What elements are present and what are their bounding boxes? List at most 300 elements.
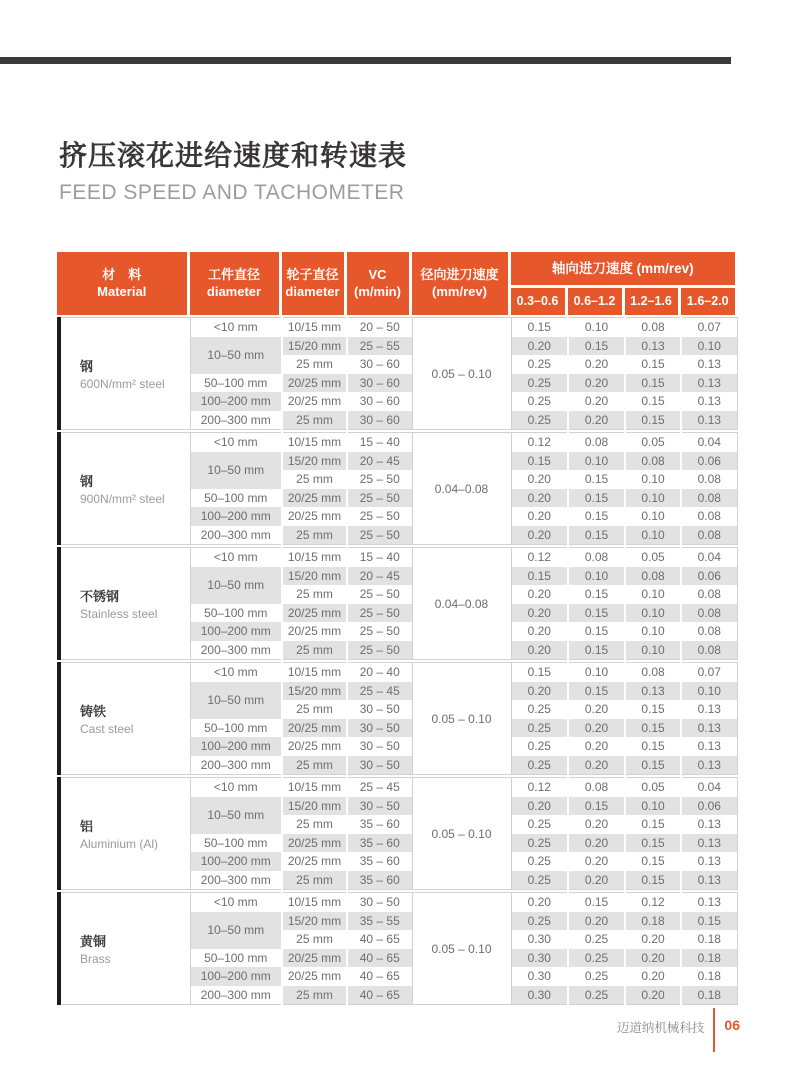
table-row <box>59 433 737 452</box>
axial-feed-cell: 0.04 <box>681 433 737 452</box>
axial-feed-cell: 0.20 <box>511 622 568 641</box>
wheel-cell: 15/20 mm <box>282 337 347 356</box>
axial-feed-cell: 0.06 <box>681 452 737 471</box>
axial-feed-cell: 0.25 <box>568 930 625 949</box>
vc-cell: 20 – 45 <box>347 452 412 471</box>
axial-feed-cell: 0.15 <box>625 700 681 719</box>
material-name-cn: 不锈钢 <box>80 589 120 604</box>
workpiece-cell: 200–300 mm <box>190 641 282 660</box>
wheel-cell: 20/25 mm <box>282 949 347 968</box>
radial-feed-cell: 0.04–0.08 <box>412 433 511 545</box>
axial-feed-cell: 0.15 <box>568 797 625 816</box>
wheel-cell: 25 mm <box>282 355 347 374</box>
axial-feed-cell: 0.06 <box>681 567 737 586</box>
axial-feed-cell: 0.20 <box>511 585 568 604</box>
material-name-cn: 铸铁 <box>80 704 107 719</box>
axial-feed-cell: 0.15 <box>568 585 625 604</box>
axial-feed-cell: 0.25 <box>511 871 568 890</box>
axial-feed-cell: 0.20 <box>625 949 681 968</box>
axial-feed-cell: 0.08 <box>681 585 737 604</box>
axial-feed-cell: 0.13 <box>681 871 737 890</box>
axial-feed-cell: 0.15 <box>625 815 681 834</box>
header-radial-line2: (mm/rev) <box>432 283 487 299</box>
axial-feed-cell: 0.05 <box>625 548 681 567</box>
workpiece-cell: 200–300 mm <box>190 411 282 430</box>
axial-feed-cell: 0.10 <box>625 797 681 816</box>
axial-feed-cell: 0.15 <box>625 871 681 890</box>
axial-feed-cell: 0.25 <box>511 834 568 853</box>
workpiece-cell: 100–200 mm <box>190 622 282 641</box>
axial-feed-cell: 0.13 <box>625 337 681 356</box>
wheel-cell: 20/25 mm <box>282 737 347 756</box>
axial-feed-cell: 0.15 <box>625 411 681 430</box>
axial-feed-cell: 0.12 <box>511 548 568 567</box>
axial-feed-cell: 0.20 <box>568 756 625 775</box>
wheel-cell: 25 mm <box>282 871 347 890</box>
axial-feed-cell: 0.08 <box>681 641 737 660</box>
workpiece-cell: 10–50 mm <box>190 337 282 374</box>
header-material-cn: 材 料 <box>102 266 142 282</box>
axial-feed-cell: 0.25 <box>511 411 568 430</box>
axial-feed-cell: 0.15 <box>568 893 625 912</box>
material-cell <box>59 433 190 545</box>
wheel-cell: 25 mm <box>282 641 347 660</box>
wheel-cell: 10/15 mm <box>282 433 347 452</box>
workpiece-cell: 100–200 mm <box>190 507 282 526</box>
vc-cell: 25 – 55 <box>347 337 412 356</box>
vc-cell: 30 – 60 <box>347 411 412 430</box>
axial-feed-cell: 0.05 <box>625 433 681 452</box>
header-workpiece-cn: 工件直径 <box>207 266 260 282</box>
vc-cell: 25 – 45 <box>347 682 412 701</box>
vc-cell: 25 – 45 <box>359 780 400 795</box>
workpiece-cell: <10 mm <box>190 318 282 337</box>
axial-feed-cell: 0.25 <box>511 700 568 719</box>
vc-cell: 25 – 50 <box>359 624 400 639</box>
axial-feed-cell: 0.30 <box>511 986 568 1005</box>
axial-feed-cell: 0.10 <box>625 470 681 489</box>
axial-feed-cell: 0.15 <box>511 567 568 586</box>
axial-feed-cell: 0.15 <box>568 622 625 641</box>
axial-feed-cell: 0.08 <box>568 433 625 452</box>
header-axial-feed-group: 轴向进刀速度 (mm/rev) <box>509 252 735 287</box>
feed-speed-table <box>57 252 735 1005</box>
material-name-cn: 黄铜 <box>80 934 107 949</box>
axial-feed-cell: 0.15 <box>625 834 681 853</box>
material-block-1 <box>57 317 738 430</box>
axial-feed-cell: 0.13 <box>681 737 737 756</box>
axial-feed-cell: 0.13 <box>681 700 737 719</box>
wheel-cell: 15/20 mm <box>282 682 347 701</box>
wheel-cell: 25 mm <box>282 585 347 604</box>
wheel-cell: 20/25 mm <box>282 719 347 738</box>
vc-cell: 30 – 60 <box>359 357 400 372</box>
table-row <box>59 318 737 337</box>
vc-cell: 40 – 65 <box>347 949 412 968</box>
axial-feed-cell: 0.10 <box>568 452 625 471</box>
axial-feed-cell: 0.20 <box>568 852 625 871</box>
vc-cell: 15 – 40 <box>359 550 400 565</box>
axial-feed-cell: 0.13 <box>681 756 737 775</box>
vc-cell: 30 – 50 <box>359 739 400 754</box>
axial-feed-cell: 0.12 <box>511 778 568 797</box>
axial-feed-cell: 0.15 <box>568 682 625 701</box>
wheel-cell: 20/25 mm <box>282 852 347 871</box>
axial-feed-cell: 0.20 <box>568 834 625 853</box>
material-name-cn: 钢 <box>80 359 94 374</box>
axial-feed-cell: 0.20 <box>568 719 625 738</box>
wheel-cell: 10/15 mm <box>282 893 347 912</box>
axial-feed-cell: 0.08 <box>625 452 681 471</box>
material-block-6 <box>57 892 738 1005</box>
table-header <box>57 252 735 315</box>
axial-feed-cell: 0.25 <box>511 912 568 931</box>
axial-feed-cell: 0.06 <box>681 797 737 816</box>
axial-feed-cell: 0.13 <box>681 411 737 430</box>
axial-feed-cell: 0.20 <box>511 641 568 660</box>
wheel-cell: 25 mm <box>282 470 347 489</box>
axial-feed-cell: 0.10 <box>681 337 737 356</box>
workpiece-cell: 10–50 mm <box>190 682 282 719</box>
workpiece-cell: <10 mm <box>190 663 282 682</box>
axial-feed-cell: 0.13 <box>681 374 737 393</box>
radial-feed-cell: 0.05 – 0.10 <box>412 893 511 1005</box>
workpiece-cell: 100–200 mm <box>190 392 282 411</box>
page-header <box>59 134 407 205</box>
axial-feed-cell: 0.15 <box>511 318 568 337</box>
wheel-cell: 20/25 mm <box>282 507 347 526</box>
axial-feed-cell: 0.15 <box>568 604 625 623</box>
axial-feed-cell: 0.08 <box>681 489 737 508</box>
axial-feed-cell: 0.20 <box>568 355 625 374</box>
axial-feed-cell: 0.13 <box>681 355 737 374</box>
workpiece-cell: 50–100 mm <box>190 489 282 508</box>
footer-company: 迈道纳机械科技 <box>616 1021 705 1035</box>
axial-feed-cell: 0.20 <box>625 986 681 1005</box>
axial-feed-cell: 0.15 <box>681 912 737 931</box>
axial-feed-cell: 0.20 <box>568 374 625 393</box>
workpiece-cell: <10 mm <box>190 433 282 452</box>
header-vc-line2: (m/min) <box>354 283 401 299</box>
axial-feed-cell: 0.15 <box>625 719 681 738</box>
axial-feed-cell: 0.08 <box>625 663 681 682</box>
axial-feed-cell: 0.13 <box>681 719 737 738</box>
wheel-cell: 10/15 mm <box>282 663 347 682</box>
material-block-4 <box>57 662 738 775</box>
axial-feed-cell: 0.25 <box>511 852 568 871</box>
top-accent-bar <box>0 57 731 64</box>
axial-feed-cell: 0.20 <box>568 871 625 890</box>
axial-feed-cell: 0.20 <box>568 411 625 430</box>
axial-feed-cell: 0.08 <box>681 470 737 489</box>
workpiece-cell: 200–300 mm <box>190 986 282 1005</box>
workpiece-cell: 50–100 mm <box>190 604 282 623</box>
vc-cell: 30 – 60 <box>347 374 412 393</box>
axial-feed-cell: 0.07 <box>681 318 737 337</box>
axial-feed-cell: 0.10 <box>681 682 737 701</box>
material-name-en: 900N/mm² steel <box>80 492 165 506</box>
table-blocks <box>57 317 735 1005</box>
workpiece-cell: 50–100 mm <box>190 949 282 968</box>
wheel-cell: 25 mm <box>282 411 347 430</box>
vc-cell: 25 – 50 <box>359 587 400 602</box>
wheel-cell: 20/25 mm <box>282 489 347 508</box>
wheel-cell: 25 mm <box>282 930 347 949</box>
vc-cell: 35 – 60 <box>347 834 412 853</box>
axial-feed-cell: 0.18 <box>625 912 681 931</box>
vc-cell: 30 – 60 <box>359 394 400 409</box>
vc-cell: 20 – 50 <box>359 320 400 335</box>
material-name-en: Aluminium (Al) <box>80 837 159 851</box>
wheel-cell: 10/15 mm <box>282 548 347 567</box>
axial-feed-cell: 0.07 <box>681 663 737 682</box>
axial-feed-cell: 0.18 <box>681 986 737 1005</box>
vc-cell: 40 – 65 <box>347 986 412 1005</box>
vc-cell: 30 – 50 <box>347 719 412 738</box>
vc-cell: 30 – 50 <box>359 895 400 910</box>
axial-feed-cell: 0.13 <box>681 852 737 871</box>
wheel-cell: 20/25 mm <box>282 967 347 986</box>
axial-feed-cell: 0.10 <box>568 663 625 682</box>
table-row <box>59 663 737 682</box>
axial-feed-cell: 0.13 <box>681 815 737 834</box>
material-block-2 <box>57 432 738 545</box>
axial-feed-cell: 0.08 <box>681 526 737 545</box>
axial-feed-cell: 0.25 <box>568 986 625 1005</box>
axial-feed-cell: 0.18 <box>681 930 737 949</box>
axial-feed-cell: 0.04 <box>681 548 737 567</box>
axial-feed-cell: 0.08 <box>625 567 681 586</box>
axial-feed-cell: 0.10 <box>568 567 625 586</box>
axial-feed-cell: 0.10 <box>568 318 625 337</box>
wheel-cell: 15/20 mm <box>282 452 347 471</box>
radial-feed-cell: 0.05 – 0.10 <box>412 663 511 775</box>
header-vc <box>345 252 410 315</box>
axial-feed-cell: 0.05 <box>625 778 681 797</box>
vc-cell: 25 – 50 <box>347 604 412 623</box>
header-axial-range-3: 1.2–1.6 <box>623 287 679 316</box>
axial-feed-cell: 0.08 <box>681 622 737 641</box>
page-title-cn: 挤压滚花进给速度和转速表 <box>59 140 408 171</box>
workpiece-cell: 200–300 mm <box>190 756 282 775</box>
axial-feed-cell: 0.13 <box>681 834 737 853</box>
wheel-cell: 20/25 mm <box>282 392 347 411</box>
axial-feed-cell: 0.10 <box>625 585 681 604</box>
axial-feed-cell: 0.15 <box>625 756 681 775</box>
workpiece-cell: 100–200 mm <box>190 852 282 871</box>
header-vc-line1: VC <box>368 266 387 282</box>
axial-feed-cell: 0.13 <box>681 893 737 912</box>
axial-feed-cell: 0.25 <box>511 756 568 775</box>
axial-feed-cell: 0.30 <box>511 949 568 968</box>
workpiece-cell: <10 mm <box>190 778 282 797</box>
axial-feed-cell: 0.15 <box>625 392 681 411</box>
axial-feed-cell: 0.20 <box>511 526 568 545</box>
axial-feed-cell: 0.08 <box>568 548 625 567</box>
material-name-cn: 铝 <box>80 819 94 834</box>
axial-feed-cell: 0.20 <box>568 912 625 931</box>
wheel-cell: 10/15 mm <box>282 318 347 337</box>
axial-feed-cell: 0.20 <box>511 682 568 701</box>
axial-feed-cell: 0.15 <box>511 452 568 471</box>
vc-cell: 25 – 50 <box>347 641 412 660</box>
header-material-en: Material <box>97 283 147 299</box>
material-name-en: Cast steel <box>80 722 134 736</box>
vc-cell: 25 – 50 <box>359 472 400 487</box>
workpiece-cell: 10–50 mm <box>190 567 282 604</box>
workpiece-cell: 10–50 mm <box>190 797 282 834</box>
axial-feed-cell: 0.20 <box>511 507 568 526</box>
wheel-cell: 15/20 mm <box>282 797 347 816</box>
axial-feed-cell: 0.13 <box>625 682 681 701</box>
radial-feed-cell: 0.05 – 0.10 <box>412 318 511 430</box>
axial-feed-cell: 0.20 <box>511 797 568 816</box>
footer <box>617 1008 740 1052</box>
table-row <box>59 548 737 567</box>
wheel-cell: 25 mm <box>282 700 347 719</box>
vc-cell: 15 – 40 <box>359 435 400 450</box>
header-radial-line1: 径向进刀速度 <box>420 266 499 282</box>
workpiece-cell: <10 mm <box>190 548 282 567</box>
material-name-en: 600N/mm² steel <box>80 377 165 391</box>
axial-feed-cell: 0.20 <box>568 700 625 719</box>
axial-feed-cell: 0.10 <box>625 641 681 660</box>
vc-cell: 30 – 50 <box>347 797 412 816</box>
axial-feed-cell: 0.15 <box>568 470 625 489</box>
header-wheel-en: diameter <box>285 283 340 299</box>
wheel-cell: 15/20 mm <box>282 912 347 931</box>
material-name-en: Stainless steel <box>80 607 158 621</box>
vc-cell: 30 – 50 <box>359 702 400 717</box>
vc-cell: 25 – 50 <box>359 509 400 524</box>
workpiece-cell: 10–50 mm <box>190 452 282 489</box>
material-block-3 <box>57 547 738 660</box>
axial-feed-cell: 0.08 <box>568 778 625 797</box>
wheel-cell: 10/15 mm <box>282 778 347 797</box>
axial-feed-cell: 0.10 <box>625 604 681 623</box>
material-name-cn: 钢 <box>80 474 94 489</box>
vc-cell: 30 – 50 <box>347 756 412 775</box>
vc-cell: 35 – 60 <box>359 854 400 869</box>
header-workpiece-diameter <box>188 252 280 315</box>
workpiece-cell: 200–300 mm <box>190 871 282 890</box>
axial-feed-cell: 0.25 <box>511 737 568 756</box>
axial-feed-cell: 0.13 <box>681 392 737 411</box>
axial-feed-cell: 0.25 <box>511 392 568 411</box>
workpiece-cell: 100–200 mm <box>190 967 282 986</box>
footer-page-number: 06 <box>724 1017 740 1033</box>
axial-feed-cell: 0.12 <box>625 893 681 912</box>
axial-feed-cell: 0.20 <box>568 392 625 411</box>
material-cell <box>59 663 190 775</box>
workpiece-cell: <10 mm <box>190 893 282 912</box>
axial-feed-cell: 0.08 <box>681 604 737 623</box>
workpiece-cell: 10–50 mm <box>190 912 282 949</box>
axial-feed-cell: 0.30 <box>511 930 568 949</box>
vc-cell: 25 – 50 <box>347 489 412 508</box>
axial-feed-cell: 0.25 <box>511 374 568 393</box>
axial-feed-cell: 0.12 <box>511 433 568 452</box>
header-axial-range-2: 0.6–1.2 <box>566 287 623 316</box>
wheel-cell: 15/20 mm <box>282 567 347 586</box>
workpiece-cell: 50–100 mm <box>190 719 282 738</box>
axial-feed-cell: 0.15 <box>568 507 625 526</box>
table-row <box>59 893 737 912</box>
vc-cell: 25 – 50 <box>347 526 412 545</box>
vc-cell: 20 – 40 <box>359 665 400 680</box>
vc-cell: 40 – 65 <box>359 932 400 947</box>
wheel-cell: 20/25 mm <box>282 374 347 393</box>
axial-feed-cell: 0.20 <box>511 604 568 623</box>
axial-feed-cell: 0.18 <box>681 967 737 986</box>
radial-feed-cell: 0.04–0.08 <box>412 548 511 660</box>
vc-cell: 20 – 45 <box>347 567 412 586</box>
wheel-cell: 20/25 mm <box>282 604 347 623</box>
workpiece-cell: 50–100 mm <box>190 374 282 393</box>
axial-feed-cell: 0.20 <box>625 967 681 986</box>
material-name-en: Brass <box>80 952 111 966</box>
axial-feed-cell: 0.10 <box>625 507 681 526</box>
material-cell <box>59 778 190 890</box>
axial-feed-cell: 0.20 <box>511 893 568 912</box>
axial-feed-cell: 0.20 <box>511 470 568 489</box>
axial-feed-cell: 0.15 <box>625 737 681 756</box>
wheel-cell: 20/25 mm <box>282 622 347 641</box>
axial-feed-cell: 0.30 <box>511 967 568 986</box>
wheel-cell: 25 mm <box>282 526 347 545</box>
vc-cell: 35 – 55 <box>347 912 412 931</box>
axial-feed-cell: 0.08 <box>681 507 737 526</box>
axial-feed-cell: 0.20 <box>625 930 681 949</box>
axial-feed-cell: 0.15 <box>625 852 681 871</box>
wheel-cell: 25 mm <box>282 815 347 834</box>
header-wheel-cn: 轮子直径 <box>286 266 339 282</box>
axial-feed-cell: 0.25 <box>568 949 625 968</box>
axial-feed-cell: 0.15 <box>568 489 625 508</box>
material-block-5 <box>57 777 738 890</box>
header-radial-feed <box>410 252 509 315</box>
axial-feed-cell: 0.15 <box>511 663 568 682</box>
axial-feed-cell: 0.15 <box>568 526 625 545</box>
header-wheel-diameter <box>280 252 345 315</box>
axial-feed-cell: 0.10 <box>625 526 681 545</box>
axial-feed-cell: 0.10 <box>625 489 681 508</box>
material-cell <box>59 548 190 660</box>
axial-feed-cell: 0.04 <box>681 778 737 797</box>
material-cell <box>59 893 190 1005</box>
axial-feed-cell: 0.10 <box>625 622 681 641</box>
page-title-en: FEED SPEED AND TACHOMETER <box>59 181 405 204</box>
radial-feed-cell: 0.05 – 0.10 <box>412 778 511 890</box>
axial-feed-cell: 0.20 <box>568 815 625 834</box>
axial-feed-cell: 0.15 <box>625 374 681 393</box>
material-cell <box>59 318 190 430</box>
wheel-cell: 25 mm <box>282 986 347 1005</box>
header-axial-range-4: 1.6–2.0 <box>679 287 735 316</box>
wheel-cell: 20/25 mm <box>282 834 347 853</box>
axial-feed-cell: 0.08 <box>625 318 681 337</box>
axial-feed-cell: 0.25 <box>511 815 568 834</box>
axial-feed-cell: 0.15 <box>625 355 681 374</box>
axial-feed-cell: 0.15 <box>568 641 625 660</box>
axial-feed-cell: 0.15 <box>568 337 625 356</box>
table-row <box>59 778 737 797</box>
header-axial-range-1: 0.3–0.6 <box>509 287 566 316</box>
workpiece-cell: 200–300 mm <box>190 526 282 545</box>
header-workpiece-en: diameter <box>206 283 262 299</box>
workpiece-cell: 100–200 mm <box>190 737 282 756</box>
wheel-cell: 25 mm <box>282 756 347 775</box>
